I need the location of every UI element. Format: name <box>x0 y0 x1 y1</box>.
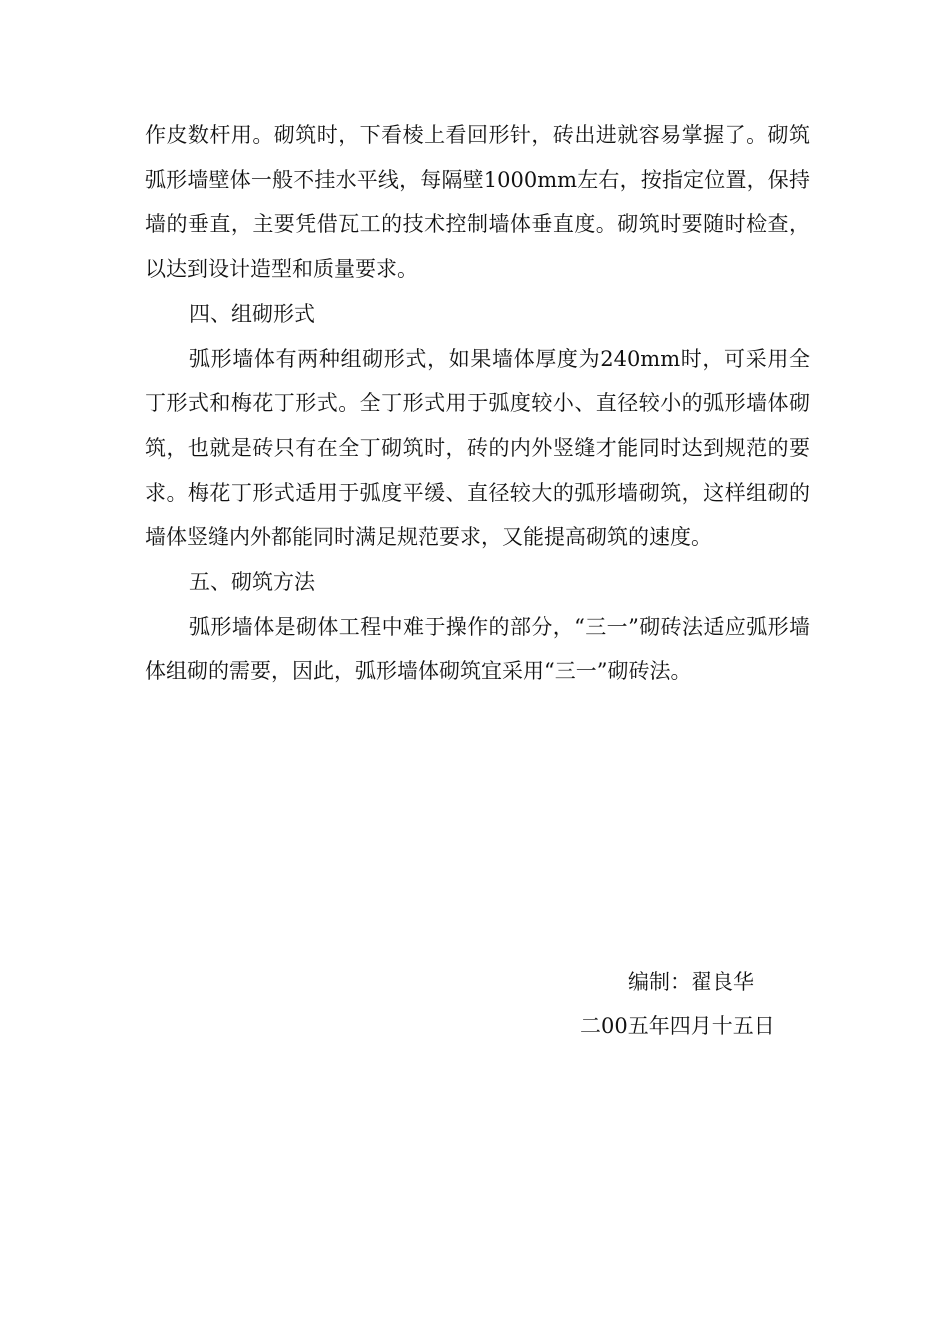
signature-author: 编制：翟良华 <box>628 970 754 994</box>
paragraph-continuation: 作皮数杆用。砌筑时，下看棱上看回形针，砖出进就容易掌握了。砌筑弧形墙壁体一般不挂水平线，每隔壁1000mm左右，按指定位置，保持墙的垂直，主要凭借瓦工的技术控制墙体垂直度。砌筑时要随时检查，以达到设计造型和质量要求。 <box>145 123 810 282</box>
signature-block <box>580 960 810 1048</box>
document-body <box>145 113 810 694</box>
paragraph-bond-patterns: 弧形墙体有两种组砌形式，如果墙体厚度为240mm时，可采用全丁形式和梅花丁形式。全丁形式用于弧度较小、直径较小的弧形墙体砌筑，也就是砖只有在全丁砌筑时，砖的内外竖缝才能同时达到规范的要求。梅花丁形式适用于弧度平缓、直径较大的弧形墙砌筑，这样组砌的墙体竖缝内外都能同时满足规范要求，又能提高砌筑的速度。 <box>145 346 810 550</box>
section-heading-4: 四、组砌形式 <box>189 301 315 326</box>
paragraph-method: 弧形墙体是砌体工程中难于操作的部分，“三一”砌砖法适应弧形墙体组砌的需要，因此，弧形墙体砌筑宜采用“三一”砌砖法。 <box>145 614 810 684</box>
signature-date: 二00五年四月十五日 <box>580 1014 775 1038</box>
section-heading-5: 五、砌筑方法 <box>189 570 315 595</box>
